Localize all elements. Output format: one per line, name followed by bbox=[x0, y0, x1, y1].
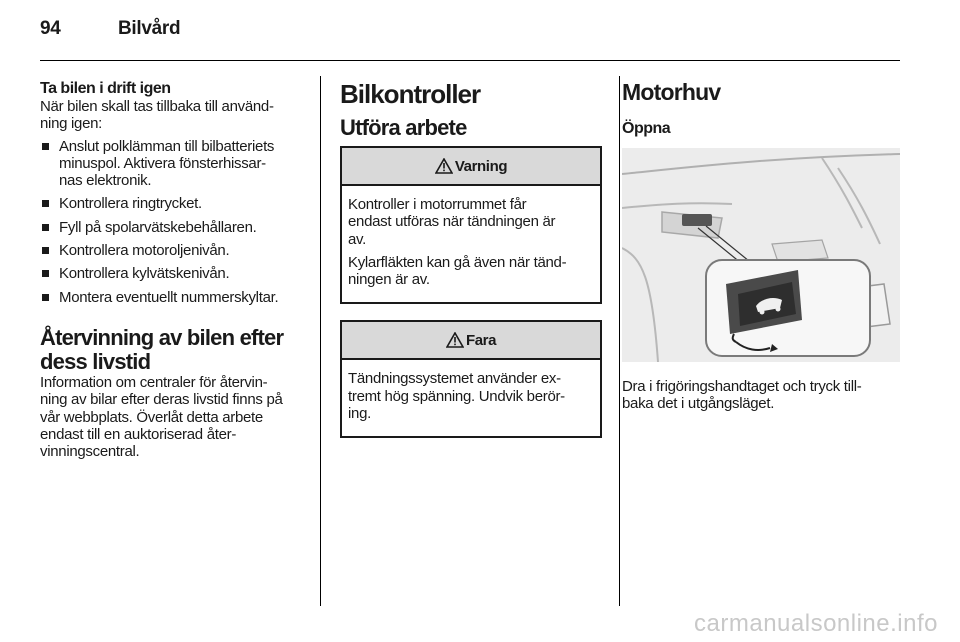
recycling-text-5: vinningscentral. bbox=[40, 443, 140, 461]
danger-box-body bbox=[342, 360, 600, 436]
list-item-text: Montera eventuellt nummerskyltar. bbox=[59, 288, 279, 306]
bullet-square-icon bbox=[42, 200, 49, 207]
subsection-title-utfora: Utföra arbete bbox=[340, 115, 467, 140]
column-1 bbox=[40, 80, 308, 460]
list-item bbox=[40, 138, 308, 190]
list-item bbox=[40, 289, 308, 306]
recycling-text-2: ning av bilar efter deras livstid finns på bbox=[40, 391, 283, 409]
car-hood-release-handle-icon bbox=[622, 148, 900, 362]
warning-line: Kylarfläkten kan gå även när tänd- bbox=[348, 253, 567, 271]
recycling-text-4: endast till en auktoriserad åter- bbox=[40, 425, 237, 443]
list-item-text: nas elektronik. bbox=[59, 172, 152, 190]
hood-release-figure bbox=[622, 148, 900, 362]
figure-caption-1: Dra i frigöringshandtaget och tryck till- bbox=[622, 378, 862, 395]
warning-triangle-icon bbox=[435, 158, 453, 174]
list-item bbox=[40, 219, 308, 236]
warning-text-2 bbox=[348, 254, 594, 289]
recycling-text-1: Information om centraler för återvin- bbox=[40, 373, 268, 391]
danger-line: tremt hög spänning. Undvik berör- bbox=[348, 387, 565, 405]
bullet-square-icon bbox=[42, 270, 49, 277]
bullet-square-icon bbox=[42, 224, 49, 231]
list-item bbox=[40, 195, 308, 212]
list-item-text: minuspol. Aktivera fönsterhissar- bbox=[59, 154, 266, 172]
warning-line: endast utföras när tändningen är bbox=[348, 213, 556, 231]
danger-text bbox=[348, 370, 594, 422]
section-title-bilkontroller: Bilkontroller bbox=[340, 79, 481, 109]
section-title-motorhuv: Motorhuv bbox=[622, 79, 721, 105]
list-item-text: Kontrollera ringtrycket. bbox=[59, 195, 202, 213]
danger-label: Fara bbox=[465, 331, 497, 349]
warning-triangle-icon bbox=[446, 332, 464, 348]
danger-line: ing. bbox=[348, 405, 371, 423]
bullet-square-icon bbox=[42, 143, 49, 150]
header-rule bbox=[40, 60, 900, 61]
column-2 bbox=[340, 80, 602, 438]
list-item-text: Kontrollera motoroljenivån. bbox=[59, 242, 230, 260]
intro-line-2: ning igen: bbox=[40, 115, 103, 133]
list-item bbox=[40, 242, 308, 259]
intro-line-1: När bilen skall tas tillbaka till använd- bbox=[40, 98, 274, 115]
watermark: carmanualsonline.info bbox=[694, 610, 938, 637]
checklist bbox=[40, 138, 308, 306]
bullet-square-icon bbox=[42, 247, 49, 254]
warning-text-1 bbox=[348, 196, 594, 248]
warning-box-body bbox=[342, 186, 600, 302]
warning-label: Varning bbox=[454, 157, 508, 175]
list-item-text: Fyll på spolarvätskebehållaren. bbox=[59, 218, 257, 236]
warning-line: av. bbox=[348, 230, 366, 248]
danger-box bbox=[340, 320, 602, 438]
column-divider-2 bbox=[619, 76, 620, 606]
column-3 bbox=[622, 80, 904, 413]
warning-box-header bbox=[342, 148, 600, 186]
section-title-drift: Ta bilen i drift igen bbox=[40, 80, 171, 97]
danger-box-header bbox=[342, 322, 600, 360]
list-item-text: Anslut polklämman till bilbatteriets bbox=[59, 137, 275, 155]
section-title-recycling-1: Återvinning av bilen efter bbox=[40, 324, 284, 350]
list-item-text: Kontrollera kylvätskenivån. bbox=[59, 265, 230, 283]
warning-box bbox=[340, 146, 602, 304]
column-divider-1 bbox=[320, 76, 321, 606]
page-number: 94 bbox=[40, 18, 61, 39]
list-item bbox=[40, 265, 308, 282]
page-header bbox=[40, 18, 920, 48]
bullet-square-icon bbox=[42, 294, 49, 301]
warning-line: Kontroller i motorrummet får bbox=[348, 196, 527, 213]
section-title-recycling-2: dess livstid bbox=[40, 348, 151, 374]
recycling-text-3: vår webbplats. Överlåt detta arbete bbox=[40, 408, 263, 426]
subsection-title-oppna: Öppna bbox=[622, 120, 671, 137]
warning-line: ningen är av. bbox=[348, 271, 430, 289]
figure-caption-2: baka det i utgångsläget. bbox=[622, 395, 775, 413]
chapter-title: Bilvård bbox=[118, 18, 181, 39]
danger-line: Tändningssystemet använder ex- bbox=[348, 370, 561, 388]
